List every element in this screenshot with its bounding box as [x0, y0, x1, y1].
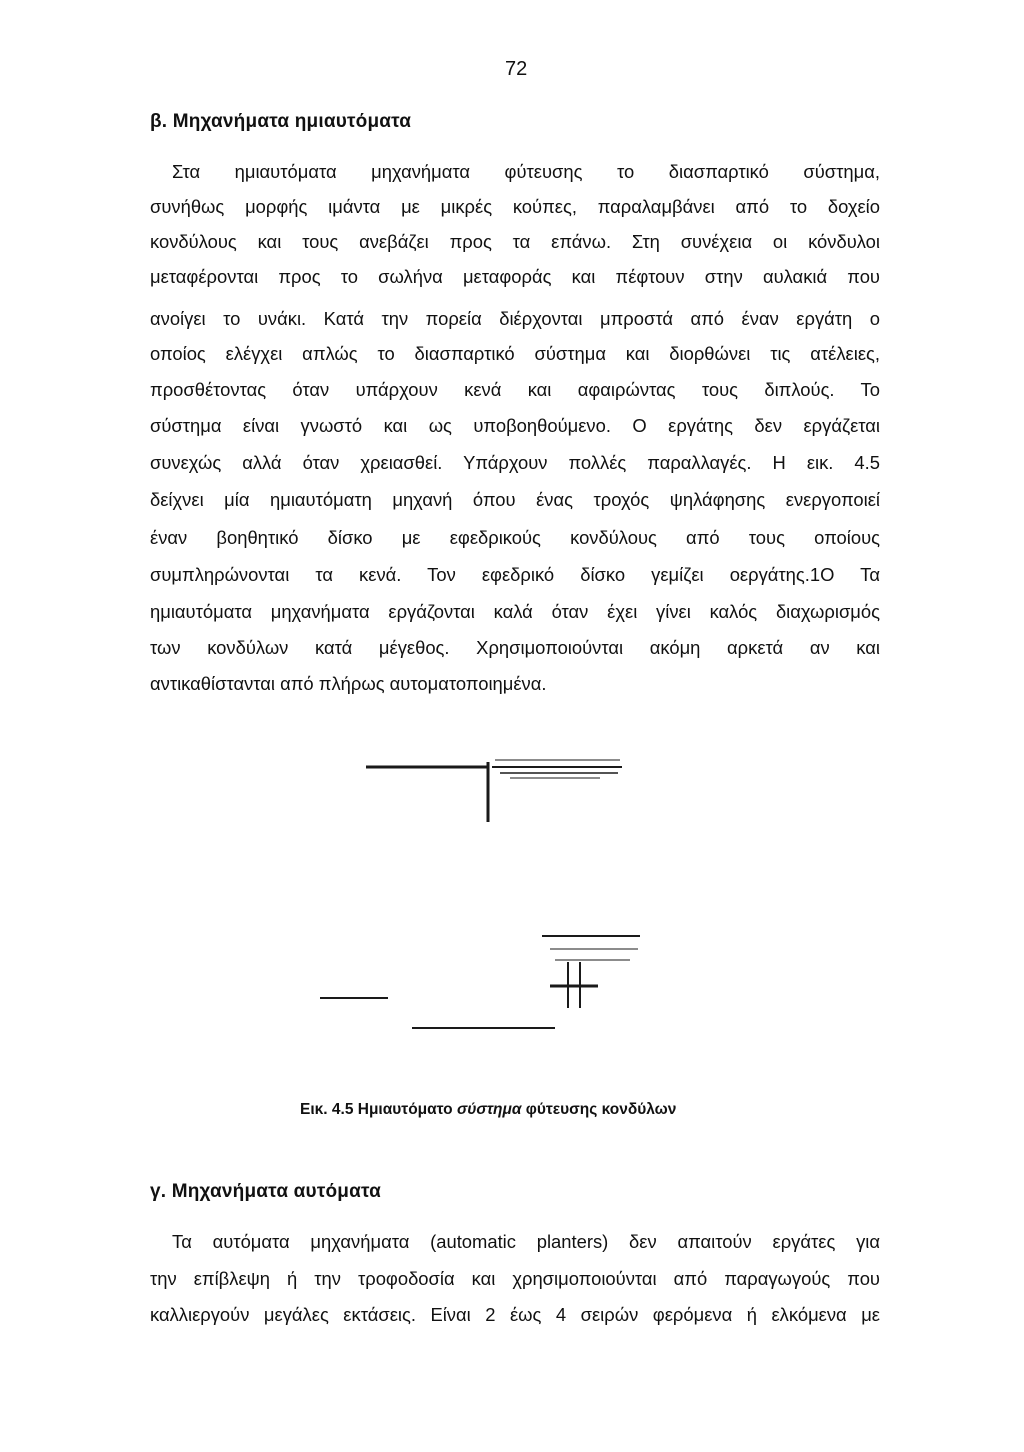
text-line: συνήθως μορφής ιμάντα με μικρές κούπες, παραλαμβάνει από το δοχείο [150, 196, 880, 217]
text-line: Στα ημιαυτόματα μηχανήματα φύτευσης το διασπαρτικό σύστημα, [172, 161, 880, 182]
text-line: συμπληρώνονται τα κενά. Τον εφεδρικό δίσκο γεμίζει οεργάτης.1Ο Τα [150, 564, 880, 585]
text-line: συνεχώς αλλά όταν χρειασθεί. Υπάρχουν πολλές παραλλαγές. Η εικ. 4.5 [150, 452, 880, 473]
figure-top-drawing [300, 740, 660, 830]
text-line: δείχνει μία ημιαυτόματη μηχανή όπου ένας τροχός ψηλάφησης ενεργοποιεί [150, 489, 880, 510]
text-line: ημιαυτόματα μηχανήματα εργάζονται καλά όταν έχει γίνει καλός διαχωρισμός [150, 601, 880, 622]
text-line: των κονδύλων κατά μέγεθος. Χρησιμοποιούνται ακόμη αρκετά αν και [150, 637, 880, 658]
figure-caption [300, 1101, 740, 1119]
text-line: μεταφέρονται προς το σωλήνα μεταφοράς και πέφτουν στην αυλακιά που [150, 266, 880, 287]
text-line: έναν βοηθητικό δίσκο με εφεδρικούς κονδύλους από τους οποίους [150, 527, 880, 548]
text-line: καλλιεργούν μεγάλες εκτάσεις. Είναι 2 έως 4 σειρών φερόμενα ή ελκόμενα με [150, 1304, 880, 1325]
section-heading-automatic: γ. Μηχανήματα αυτόματα [150, 1181, 382, 1202]
caption-suffix: φύτευσης κονδύλων [525, 1101, 677, 1118]
caption-italic: σύστημα [456, 1101, 522, 1118]
section-heading-semi-automatic: β. Μηχανήματα ημιαυτόματα [150, 111, 412, 132]
text-line: την επίβλεψη ή την τροφοδοσία και χρησιμοποιούνται από παραγωγούς που [150, 1268, 880, 1289]
page-number: 72 [505, 58, 528, 80]
text-line: αντικαθίστανται από πλήρως αυτοματοποιημένα. [150, 673, 547, 694]
text-line: σύστημα είναι γνωστό και ως υποβοηθούμενο. Ο εργάτης δεν εργάζεται [150, 415, 880, 436]
text-line: προσθέτοντας όταν υπάρχουν κενά και αφαιρώντας τους διπλούς. Το [150, 379, 880, 400]
text-line: ανοίγει το υνάκι. Κατά την πορεία διέρχονται μπροστά από έναν εργάτη ο [150, 308, 880, 329]
text-line: κονδύλους και τους ανεβάζει προς τα επάνω. Στη συνέχεια οι κόνδυλοι [150, 231, 880, 252]
figure-bottom-drawing [300, 900, 660, 1050]
text-line: Τα αυτόματα μηχανήματα (automatic planters) δεν απαιτούν εργάτες για [172, 1231, 880, 1252]
caption-prefix: Εικ. 4.5 Ημιαυτόματο [300, 1101, 453, 1118]
text-line: οποίος ελέγχει απλώς το διασπαρτικό σύστημα και διορθώνει τις ατέλειες, [150, 343, 880, 364]
